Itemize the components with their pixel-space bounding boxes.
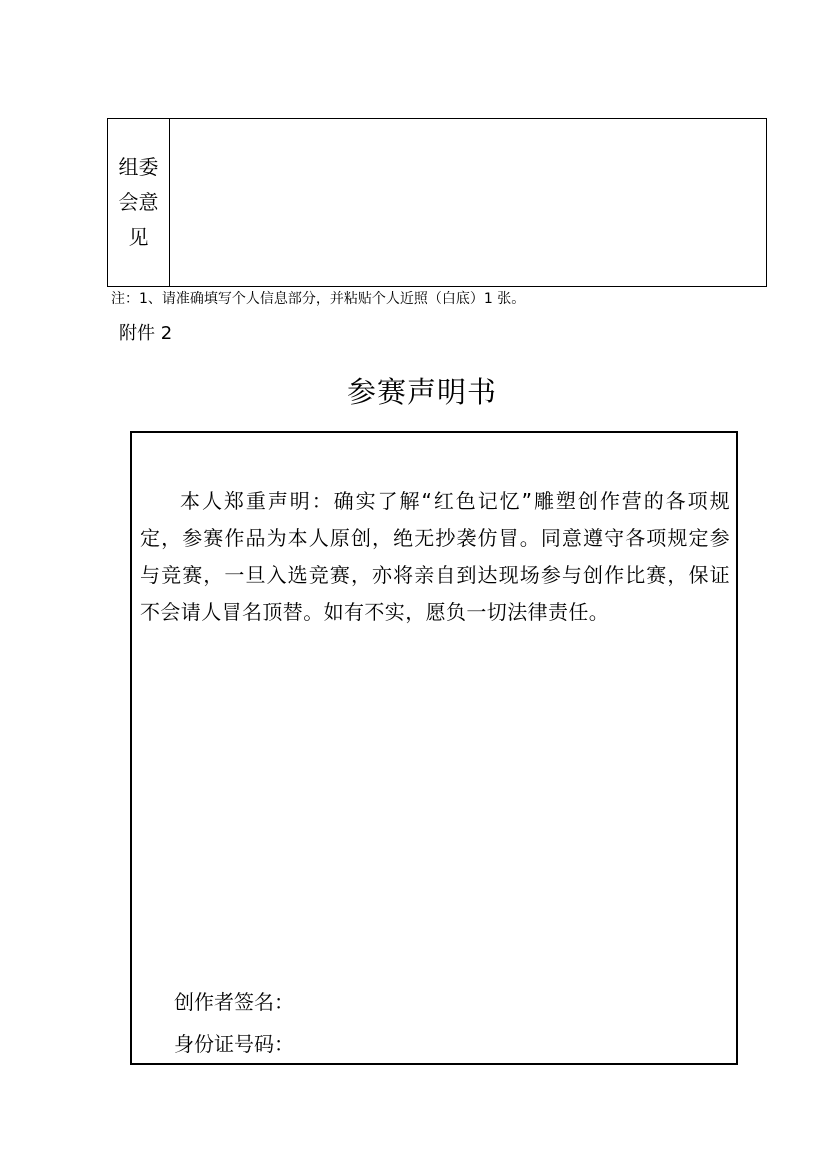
committee-opinion-table — [107, 118, 767, 287]
id-number-field[interactable]: 身份证号码： — [174, 1032, 294, 1056]
declaration-title: 参赛声明书 — [346, 375, 497, 409]
committee-opinion-content[interactable] — [170, 119, 766, 286]
declaration-body-text: 本人郑重声明：确实了解“红色记忆”雕塑创作营的各项规定，参赛作品为本人原创，绝无抄袭仿冒。同意遵守各项规定参与竞赛，一旦入选竞赛，亦将亲自到达现场参与创作比赛，保证不会请人冒名顶替。如有不实，愿负一切法律责任。 — [140, 489, 730, 624]
form-note: 注：1、请准确填写个人信息部分，并粘贴个人近照（白底）1 张。 — [111, 291, 526, 307]
opinion-label-cell — [108, 119, 170, 286]
attachment-label: 附件 2 — [119, 323, 173, 344]
creator-signature-field[interactable]: 创作者签名： — [174, 990, 294, 1014]
committee-opinion-label: 组委会意见 — [118, 155, 159, 249]
declaration-box — [130, 431, 738, 1065]
